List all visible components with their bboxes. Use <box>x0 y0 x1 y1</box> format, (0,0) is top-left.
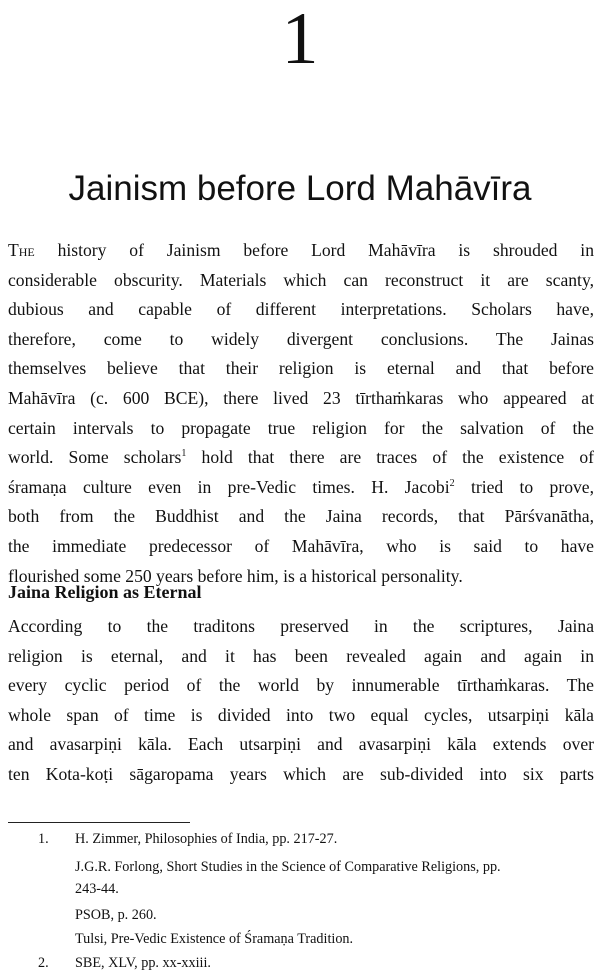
footnote-text: 243-44. <box>75 881 119 897</box>
lead-word: The <box>8 240 35 260</box>
paragraph-line: and avasarpiṇi kāla. Each utsarpiṇi and avasarpiṇi kāla extends over <box>8 734 594 755</box>
footnote-text: J.G.R. Forlong, Short Studies in the Science of Comparative Religions, pp. <box>75 859 501 875</box>
footnote-text: Tulsi, Pre-Vedic Existence of Śramaṇa Tradition. <box>75 931 354 947</box>
paragraph-line: The history of Jainism before Lord Mahāvīra is shrouded in <box>8 240 594 260</box>
footnote-text: PSOB, p. 260. <box>75 907 157 923</box>
paragraph-line: considerable obscurity. Materials which can reconstruct it are scanty, <box>8 269 594 290</box>
footnote-divider <box>8 822 190 823</box>
footnote-number: 1. <box>38 831 49 847</box>
paragraph-line: themselves believe that their religion is eternal and that before <box>8 358 594 379</box>
footnote-text: H. Zimmer, Philosophies of India, pp. 217-27. <box>75 831 338 847</box>
chapter-title: Jainism before Lord Mahāvīra <box>68 169 532 208</box>
paragraph-line: religion is eternal, and it has been revealed again and again in <box>8 645 594 666</box>
paragraph-line: certain intervals to propagate true religion for the salvation of the <box>8 417 594 438</box>
paragraph-line: the immediate predecessor of Mahāvīra, who is said to have <box>8 535 594 556</box>
section-paragraph <box>8 612 594 790</box>
paragraph-line: ten Kota-koṭi sāgaropama years which are sub-divided into six parts <box>8 763 594 784</box>
footnote-ref: 1 <box>181 448 187 460</box>
paragraph-line: world. Some scholars$^1$ hold that there are traces of the existence of <box>8 447 594 468</box>
footnote-number: 2. <box>38 955 49 971</box>
paragraph-line: According to the traditons preserved in the scriptures, Jaina <box>8 616 594 636</box>
paragraph-line: Mahāvīra (c. 600 BCE), there lived 23 tīrthaṁkaras who appeared at <box>8 387 594 408</box>
paragraph-line: whole span of time is divided into two equal cycles, utsarpiṇi kāla <box>8 704 594 725</box>
paragraph-line: every cyclic period of the world by innumerable tīrthaṁkaras. The <box>8 675 594 696</box>
paragraph-line: flourished some 250 years before him, is a historical personality. <box>8 565 463 586</box>
paragraph-line: dubious and capable of different interpretations. Scholars have, <box>8 299 594 320</box>
footnote-text: SBE, XLV, pp. xx-xxiii. <box>75 955 211 971</box>
section-heading: Jaina Religion as Eternal <box>8 582 202 602</box>
footnote-ref: 2 <box>449 477 455 489</box>
paragraph-line: both from the Buddhist and the Jaina records, that Pārśvanātha, <box>8 506 594 527</box>
intro-paragraph <box>8 236 594 591</box>
chapter-number: 1 <box>281 0 319 80</box>
paragraph-line: śramaṇa culture even in pre-Vedic times. H. Jacobi$^2$ tried to prove, <box>8 476 594 497</box>
paragraph-line: therefore, come to widely divergent conclusions. The Jainas <box>8 328 594 349</box>
